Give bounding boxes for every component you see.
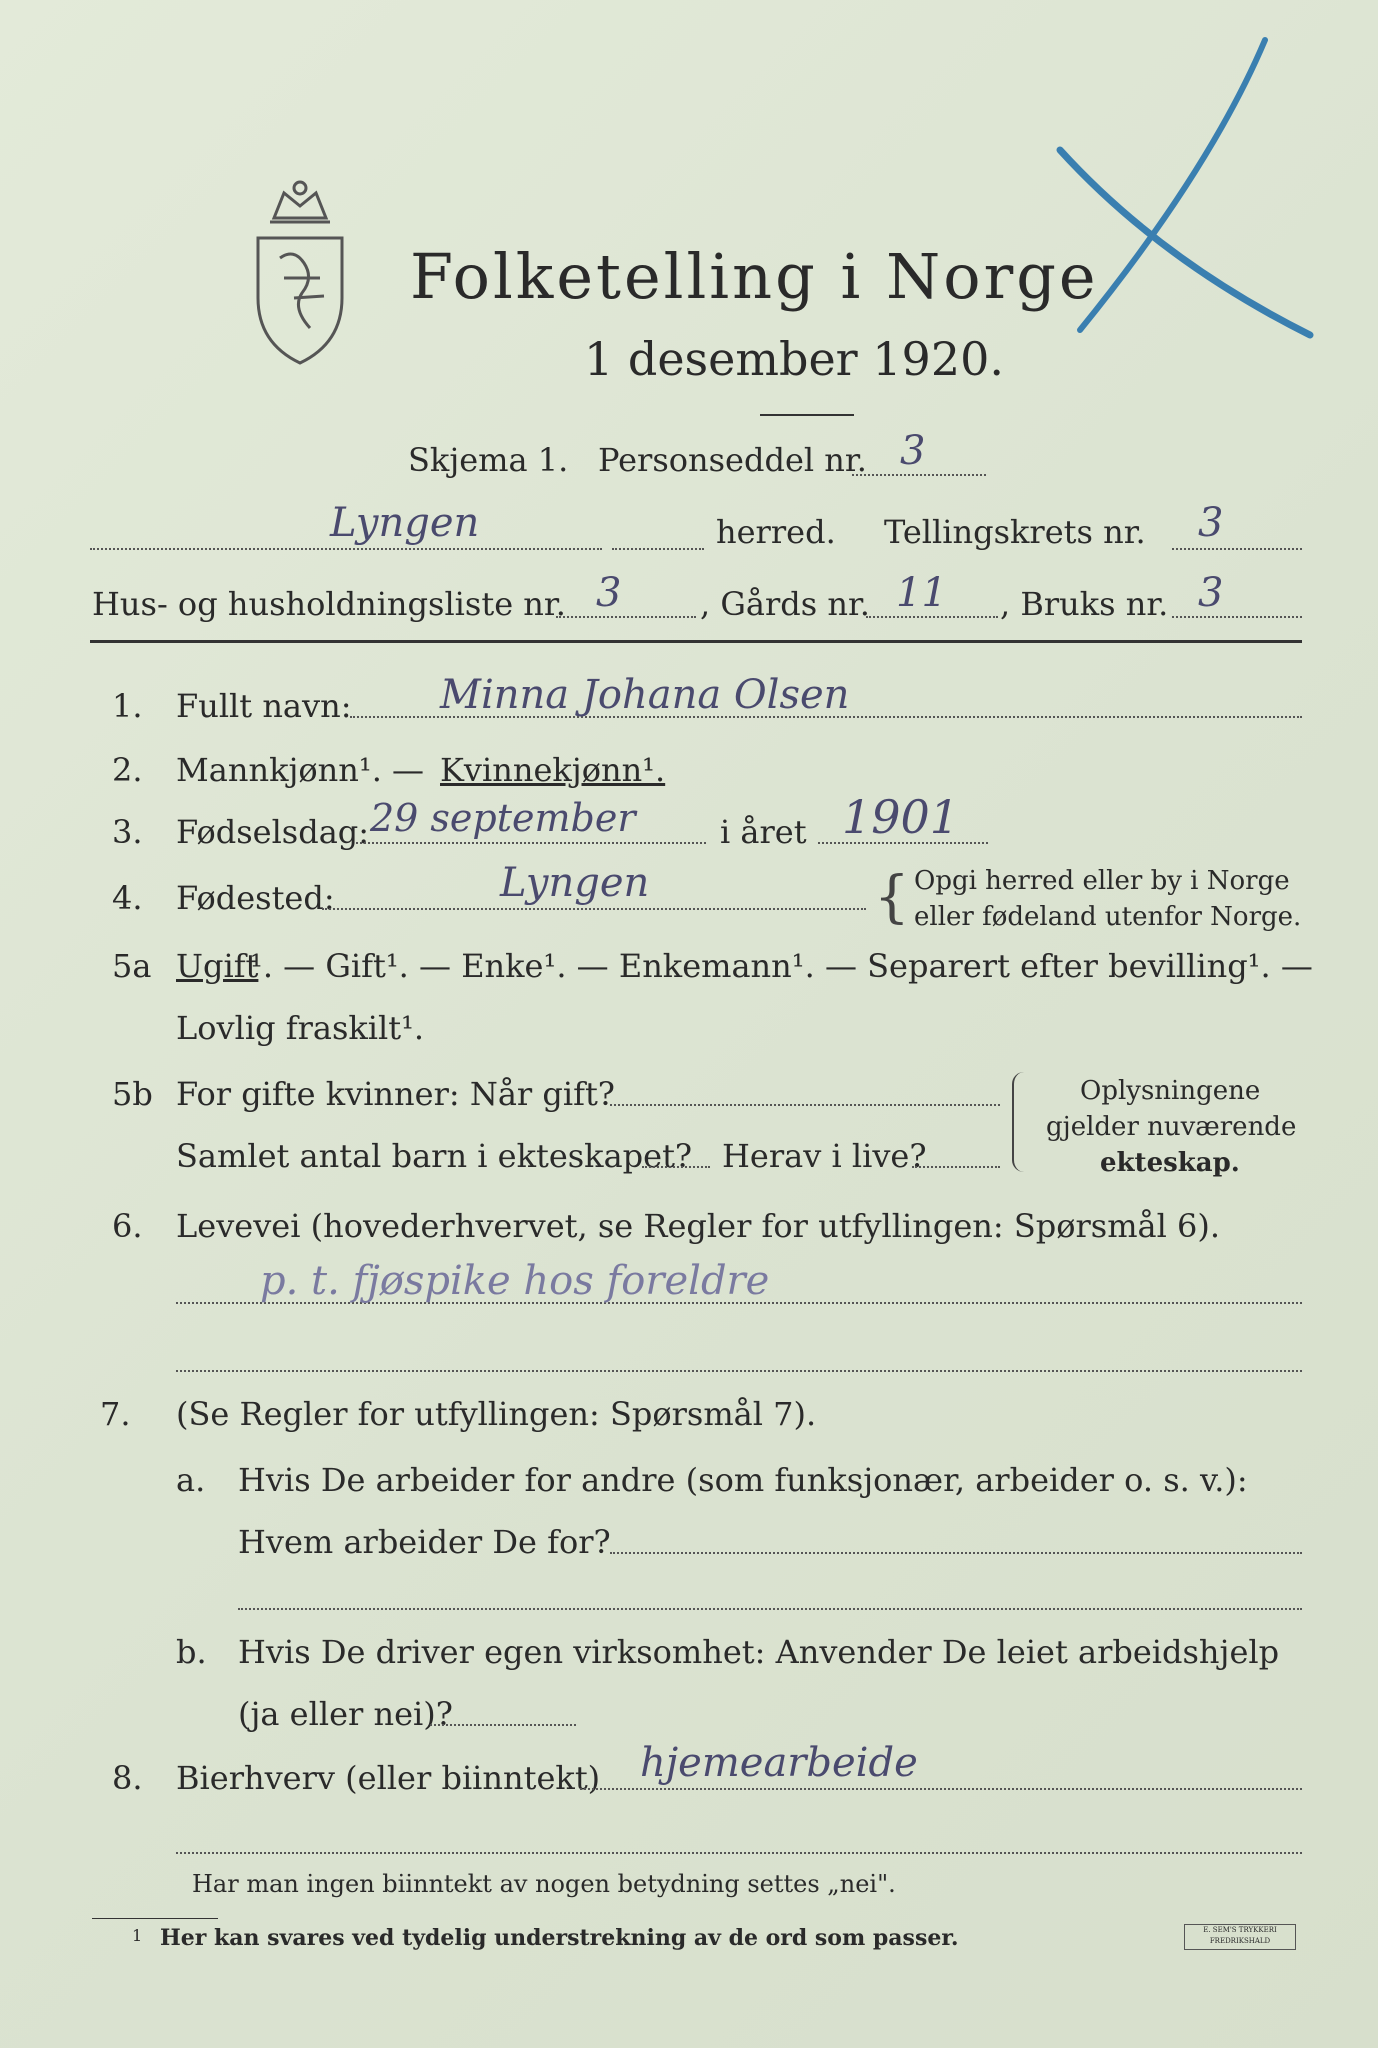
page-subtitle: 1 desember 1920.: [584, 332, 1004, 386]
q1-label: Fullt navn:: [176, 687, 352, 725]
bruks-line: [1172, 616, 1302, 618]
q7b-line: [430, 1724, 576, 1726]
q7-number: 7.: [100, 1395, 131, 1433]
gards-label: , Gårds nr.: [700, 585, 870, 623]
q5b-note-1: Oplysningene: [1080, 1076, 1261, 1106]
q7b-line2: (ja eller nei)?: [238, 1695, 453, 1733]
q3-label: Fødselsdag:: [176, 813, 370, 851]
q7a-line: [610, 1552, 1302, 1554]
q7a-number: a.: [176, 1461, 206, 1499]
header-divider: [90, 640, 1302, 643]
footnote-mark: 1: [132, 1926, 143, 1945]
q8-value: hjemearbeide: [640, 1740, 918, 1786]
herred-line: [90, 548, 602, 550]
q5b-line-barn: [642, 1166, 710, 1168]
q7b-number: b.: [176, 1633, 207, 1671]
tellingskrets-value: 3: [1198, 500, 1224, 546]
q2-number: 2.: [112, 751, 143, 789]
q1-value: Minna Johana Olsen: [440, 672, 850, 718]
q4-number: 4.: [112, 879, 143, 917]
q7a-line-2: [238, 1608, 1302, 1610]
q4-label: Fødested:: [176, 879, 335, 917]
herred-value: Lyngen: [330, 500, 480, 546]
hus-line: [556, 616, 696, 618]
personseddel-line: [852, 474, 986, 476]
q5a-line2: Lovlig fraskilt¹.: [176, 1009, 425, 1047]
printer-line-1: E. SEM'S TRYKKERI: [1203, 1926, 1277, 1934]
printer-stamp: [1184, 1924, 1296, 1950]
q5b-number: 5b: [112, 1075, 153, 1113]
q2-text-b: Kvinnekjønn¹.: [440, 751, 666, 789]
printer-line-2: FREDRIKSHALD: [1209, 1937, 1271, 1945]
brace: {: [874, 865, 910, 930]
q5a-line1: ¹. — Gift¹. — Enke¹. — Enkemann¹. — Separert efter bevilling¹. —: [250, 947, 1313, 985]
q5b-note-2: gjelder nuværende: [1046, 1112, 1297, 1142]
herred-line-2: [612, 548, 704, 550]
q5b-note-3: ekteskap.: [1100, 1148, 1240, 1178]
q5b-line1: For gifte kvinner: Når gift?: [176, 1075, 615, 1113]
tellingskrets-label: Tellingskrets nr.: [884, 513, 1146, 551]
q8-line-2: [176, 1852, 1302, 1854]
q7a-line1: Hvis De arbeider for andre (som funksjonær, arbeider o. s. v.):: [238, 1461, 1248, 1499]
q5a-number: 5a: [112, 947, 152, 985]
q3-year-value: 1901: [842, 790, 960, 844]
personseddel-label: Personseddel nr.: [598, 441, 867, 479]
q5b-bracket: [1012, 1072, 1030, 1172]
hus-label: Hus- og husholdningsliste nr.: [92, 585, 566, 623]
q6-value: p. t. fjøspike hos foreldre: [260, 1258, 770, 1304]
q8-number: 8.: [112, 1759, 143, 1797]
gards-value: 11: [896, 570, 947, 616]
q3-line: [356, 842, 706, 844]
skjema-label: Skjema 1.: [408, 441, 569, 479]
q8-line: [580, 1788, 1302, 1790]
q8-label: Bierhverv (eller biinntekt): [176, 1759, 601, 1797]
tellingskrets-line: [1172, 548, 1302, 550]
q7b-line1: Hvis De driver egen virksomhet: Anvender De leiet arbeidshjelp: [238, 1633, 1280, 1671]
q2-text-a: Mannkjønn¹. —: [176, 751, 425, 789]
bruks-value: 3: [1198, 570, 1224, 616]
q5b-line-live: [912, 1166, 1000, 1168]
q1-number: 1.: [112, 687, 143, 725]
q4-note-2: eller fødeland utenfor Norge.: [914, 902, 1302, 932]
footnote-rule: [92, 1918, 218, 1919]
divider: [760, 414, 854, 416]
q7a-line2: Hvem arbeider De for?: [238, 1523, 611, 1561]
gards-line: [866, 616, 998, 618]
q5b-line2a: Samlet antal barn i ekteskapet?: [176, 1137, 693, 1175]
q7-label: (Se Regler for utfyllingen: Spørsmål 7).: [176, 1395, 817, 1433]
q5a-ugift: Ugift: [176, 947, 259, 985]
q3-value: 29 september: [370, 796, 636, 840]
bruks-label: , Bruks nr.: [1000, 585, 1169, 623]
personseddel-value: 3: [900, 428, 926, 474]
q5b-line2b: Herav i live?: [722, 1137, 927, 1175]
page-title: Folketelling i Norge: [410, 240, 1099, 313]
q5b-line-gift: [610, 1104, 1000, 1106]
q6-label: Levevei (hovederhvervet, se Regler for utfyllingen: Spørsmål 6).: [176, 1207, 1221, 1245]
q4-value: Lyngen: [500, 860, 650, 906]
q6-number: 6.: [112, 1207, 143, 1245]
q4-note-1: Opgi herred eller by i Norge: [914, 866, 1290, 896]
q3-number: 3.: [112, 813, 143, 851]
cross-mark-icon: [1040, 30, 1340, 360]
footnote: Her kan svares ved tydelig understrekning av de ord som passer.: [160, 1925, 959, 1951]
hus-value: 3: [596, 570, 622, 616]
q6-line-2: [176, 1370, 1302, 1372]
herred-label: herred.: [716, 513, 836, 551]
coat-of-arms-icon: [244, 178, 356, 368]
q4-line: [322, 908, 866, 910]
footer-note: Har man ingen biinntekt av nogen betydning settes „nei".: [192, 1870, 896, 1898]
q3-year-label: i året: [720, 813, 807, 851]
